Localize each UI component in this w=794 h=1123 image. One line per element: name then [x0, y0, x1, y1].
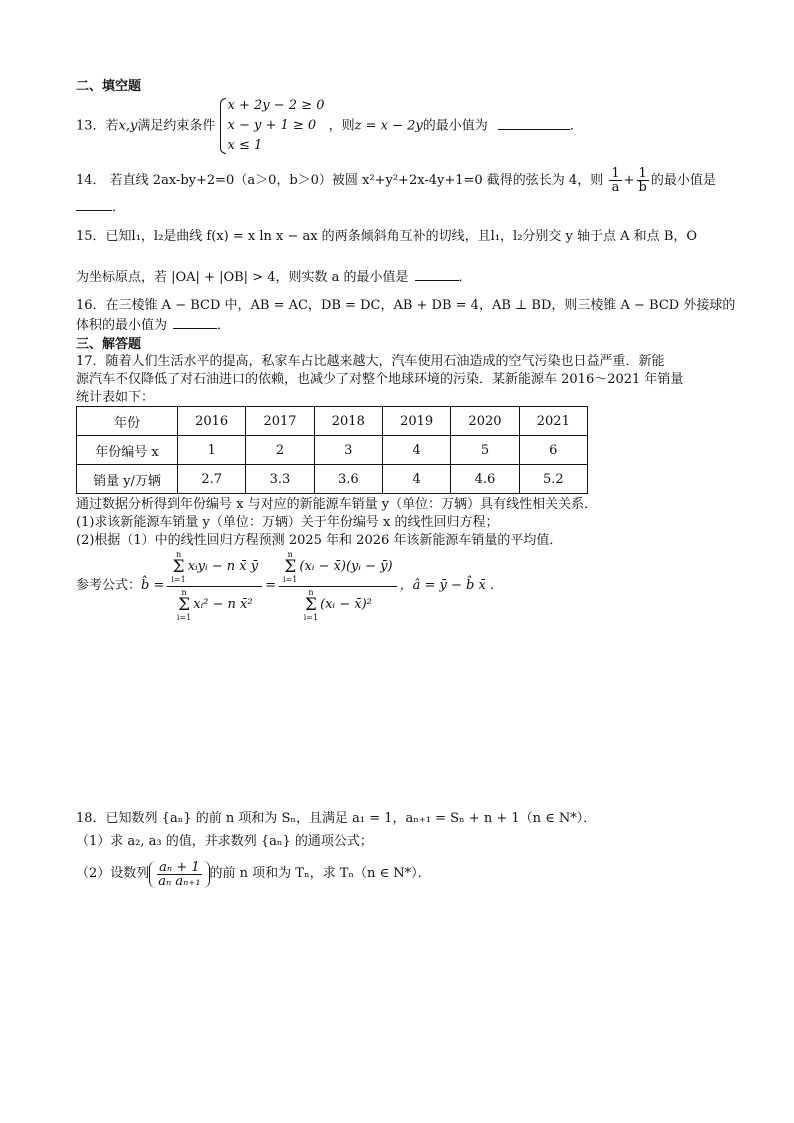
fraction-1-over-b	[637, 167, 649, 194]
q13-tail: 的最小值为	[422, 118, 488, 134]
table-cell: 5	[451, 436, 519, 465]
section-title-answer: 三、解答题	[76, 337, 142, 352]
sigma-bottom: i=1	[283, 574, 298, 584]
q16-line2-text: 体积的最小值为	[76, 318, 168, 333]
question-18-part2	[76, 856, 431, 892]
q14-post: 的最小值是	[650, 173, 716, 188]
answer-blank-14[interactable]	[76, 198, 112, 211]
q13-after: ，则	[328, 118, 355, 134]
numerator-expr-2: (xᵢ − x̄)(yᵢ − ȳ)	[299, 559, 393, 574]
sigma-bottom: i=1	[303, 612, 319, 622]
table-cell: 1	[178, 436, 246, 465]
constraint-1: x + 2y − 2 ≥ 0	[227, 98, 325, 113]
question-16-line1: 16．在三棱锥 A − BCD 中，AB = AC，DB = DC，AB + DB = 4，AB ⊥ BD，则三棱锥 A − BCD 外接球的	[76, 298, 736, 313]
table-cell: 2021	[519, 407, 587, 436]
q18-part2-post: 的前 n 项和为 Tₙ，求 Tₙ（n ∈ N*）．	[209, 866, 431, 881]
q13-cond: 满足约束条件	[137, 118, 216, 134]
q18-part2-pre: （2）设数列	[76, 866, 150, 881]
formula-numerator-2	[279, 549, 397, 587]
question-15-line2	[76, 268, 472, 287]
b-hat: b̂ =	[141, 578, 165, 593]
table-cell: 2017	[246, 407, 314, 436]
table-cell: 4	[382, 465, 450, 494]
answer-blank-16[interactable]	[173, 316, 217, 329]
equals-sign: =	[265, 578, 277, 593]
question-17-line3: 统计表如下：	[76, 390, 155, 405]
q15-end: ．	[458, 270, 472, 285]
frac-num: 1	[638, 166, 647, 181]
q15-line2-text: 为坐标原点，若 |OA| + |OB| > 4，则实数 a 的最小值是	[76, 270, 409, 285]
q14-end: ．	[112, 200, 126, 215]
denominator-expr-1: xᵢ² − n x̄²	[193, 597, 253, 612]
answer-blank-15[interactable]	[415, 268, 459, 281]
sigma-bottom: i=1	[176, 612, 192, 622]
table-row-sales	[77, 465, 588, 494]
table-row-index	[77, 436, 588, 465]
q13-number: 13．若	[76, 118, 119, 134]
table-cell: 2018	[314, 407, 382, 436]
question-17-part2: (2)根据（1）中的线性回归方程预测 2025 年和 2026 年该新能源车销量的平均值．	[76, 533, 563, 548]
table-cell: 3	[314, 436, 382, 465]
section-title-fill-blank: 二、填空题	[76, 79, 142, 94]
a-hat-formula: ，â = ȳ − b̂ x̄ ．	[399, 578, 503, 593]
question-17-line2: 源汽车不仅降低了对石油进口的依赖，也减少了对整个地球环境的污染．某新能源车 2016～2021 年销量	[76, 372, 684, 387]
constraint-2: x − y + 1 ≥ 0	[227, 118, 317, 133]
sigma-symbol: n Σ i=1	[176, 587, 192, 622]
formula-denominator-1	[173, 587, 257, 624]
q13-objective: z = x − 2y	[354, 118, 423, 134]
formula-numerator-1	[167, 549, 262, 587]
constraint-3: x ≤ 1	[227, 138, 263, 153]
table-cell: 2	[246, 436, 314, 465]
q13-vars: x,y	[118, 118, 138, 134]
question-18-part1: （1）求 a₂, a₃ 的值，并求数列 {aₙ} 的通项公式；	[76, 834, 373, 849]
question-16-line2	[76, 316, 230, 335]
sigma-symbol: n Σ i=1	[303, 587, 319, 622]
sigma-top: n	[181, 587, 187, 597]
table-cell: 2.7	[178, 465, 246, 494]
table-cell: 3.3	[246, 465, 314, 494]
sigma-symbol: n Σ i=1	[171, 549, 186, 584]
table-cell: 6	[519, 436, 587, 465]
table-cell: 2019	[382, 407, 450, 436]
table-cell: 2020	[451, 407, 519, 436]
constraint-system	[220, 96, 325, 156]
table-cell: 年份	[77, 407, 178, 436]
frac-den: b	[638, 180, 647, 195]
denominator-expr-2: (xᵢ − x̄)²	[320, 597, 372, 612]
question-17-line1: 17．随着人们生活水平的提高，私家车占比越来越大，汽车使用石油造成的空气污染也日益严重．新能	[76, 354, 665, 369]
sigma-top: n	[308, 587, 314, 597]
table-cell: 4.6	[451, 465, 519, 494]
q13-end: ．	[569, 118, 583, 134]
sequence-brace	[149, 861, 209, 888]
formula-fraction-2	[279, 549, 397, 624]
table-row-year	[77, 407, 588, 436]
frac-den: aₙ aₙ₊₁	[158, 873, 201, 889]
question-13	[76, 96, 583, 156]
reference-formula	[76, 549, 503, 622]
sequence-fraction	[156, 861, 202, 888]
question-15-line1: 15．已知l₁，l₂是曲线 f(x) = x ln x − ax 的两条倾斜角互补的切线，且l₁，l₂分别交 y 轴于点 A 和点 B，O	[76, 229, 698, 244]
frac-num: aₙ + 1	[159, 859, 200, 875]
sales-table	[76, 406, 588, 494]
sigma-top: n	[287, 549, 293, 559]
frac-den: a	[611, 180, 620, 195]
plus-sign: +	[623, 173, 635, 188]
q14-answer-line	[76, 198, 125, 217]
answer-blank-13[interactable]	[498, 117, 570, 130]
frac-num: 1	[611, 166, 620, 181]
table-cell: 年份编号 x	[77, 436, 178, 465]
numerator-expr-1: xᵢyᵢ − n x̄ ȳ	[187, 559, 259, 574]
formula-denominator-2	[300, 587, 376, 624]
table-cell: 4	[382, 436, 450, 465]
question-17-part1: (1)求该新能源车销量 y（单位：万辆）关于年份编号 x 的线性回归方程；	[76, 515, 499, 530]
table-cell: 3.6	[314, 465, 382, 494]
table-cell: 销量 y/万辆	[77, 465, 178, 494]
q14-text: 14． 若直线 2ax-by+2=0（a＞0，b＞0）被圆 x²+y²+2x-4y+1=0 截得的弦长为 4，则	[76, 173, 604, 188]
table-cell: 5.2	[519, 465, 587, 494]
question-18-line1: 18．已知数列 {aₙ} 的前 n 项和为 Sₙ，且满足 a₁ = 1，aₙ₊₁ = Sₙ + n + 1（n ∈ N*）．	[76, 811, 597, 826]
fraction-1-over-a	[609, 167, 621, 194]
formula-label: 参考公式：	[76, 578, 142, 593]
question-17-relation: 通过数据分析得到年份编号 x 与对应的新能源车销量 y（单位：万辆）具有线性相关关系．	[76, 497, 598, 512]
sigma-bottom: i=1	[171, 574, 186, 584]
formula-fraction-1	[167, 549, 262, 624]
sigma-symbol: n Σ i=1	[283, 549, 298, 584]
q16-end: ．	[217, 318, 231, 333]
table-cell: 2016	[178, 407, 246, 436]
question-14	[76, 167, 716, 194]
sigma-top: n	[175, 549, 182, 559]
